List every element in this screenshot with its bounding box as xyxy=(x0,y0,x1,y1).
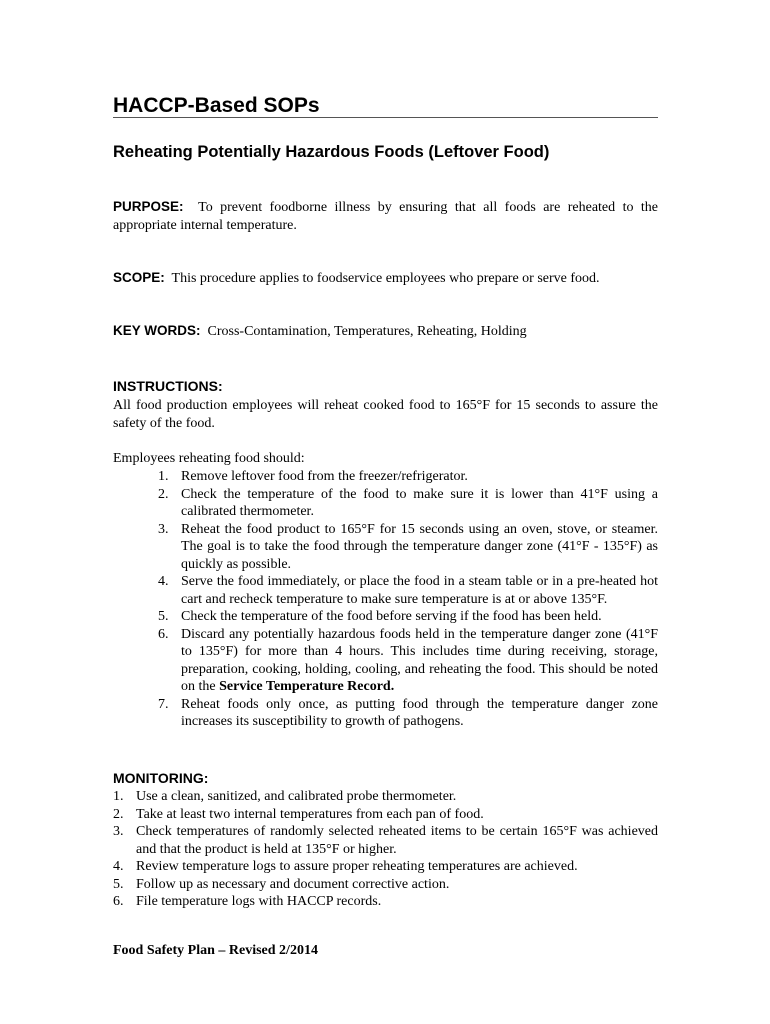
monitoring-heading: MONITORING: xyxy=(113,770,209,786)
monitoring-step-item-text: Review temperature logs to assure proper reheating temperatures are achieved. xyxy=(136,859,578,874)
purpose-paragraph xyxy=(113,198,658,234)
instruction-step-item-number: 7. xyxy=(158,696,169,712)
instruction-step-item-number: 5. xyxy=(158,609,169,624)
monitoring-step-item-text: Follow up as necessary and document corrective action. xyxy=(136,876,450,892)
monitoring-step-item xyxy=(113,893,658,911)
instruction-step-item-text: Check the temperature of the food before serving if the food has been held. xyxy=(181,609,602,624)
monitoring-step-item xyxy=(113,858,658,876)
monitoring-step-item-number: 5. xyxy=(113,876,124,892)
monitoring-step-item-number: 6. xyxy=(113,894,124,909)
document-title: HACCP-Based SOPs xyxy=(113,94,320,117)
instruction-step-item-text: Reheat the food product to 165°F for 15 seconds using an oven, stove, or steamer. The goal is to take the food through the temperature danger zone (41°F - 135°F) as quickly as possible. xyxy=(181,521,658,572)
instruction-step-item xyxy=(113,696,658,731)
monitoring-step-item-text: Check temperatures of randomly selected reheated items to be certain 165°F was achieved and that the product is held at 135°F or higher. xyxy=(136,824,658,857)
document-footer: Food Safety Plan – Revised 2/2014 xyxy=(113,943,318,958)
instruction-step-item-number: 3. xyxy=(158,521,169,537)
monitoring-step-item xyxy=(113,823,658,858)
keywords-paragraph xyxy=(113,322,658,341)
instruction-step-item xyxy=(113,521,658,574)
instructions-heading: INSTRUCTIONS: xyxy=(113,378,223,394)
instruction-step-item-number: 6. xyxy=(158,626,169,642)
instruction-step-item-text: Check the temperature of the food to make sure it is lower than 41°F using a calibrated thermometer. xyxy=(181,486,658,519)
instruction-step-item xyxy=(113,468,658,486)
monitoring-step-item-number: 1. xyxy=(113,789,124,804)
document-subtitle: Reheating Potentially Hazardous Foods (Leftover Food) xyxy=(113,143,550,161)
monitoring-step-item-text: Use a clean, sanitized, and calibrated probe thermometer. xyxy=(136,789,457,804)
instruction-step-item xyxy=(113,608,658,626)
monitoring-step-item-text: Take at least two internal temperatures from each pan of food. xyxy=(136,806,484,822)
monitoring-step-item xyxy=(113,876,658,894)
monitoring-step-item-text: File temperature logs with HACCP records. xyxy=(136,894,382,909)
scope-label: SCOPE: xyxy=(113,270,165,285)
keywords-text: Cross-Contamination, Temperatures, Reheating, Holding xyxy=(207,324,527,339)
instruction-step-item xyxy=(113,626,658,696)
scope-paragraph xyxy=(113,269,658,288)
instruction-step-item-text: Remove leftover food from the freezer/refrigerator. xyxy=(181,469,468,484)
instruction-step-item-emphasis: Service Temperature Record. xyxy=(219,679,395,694)
instruction-step-item-text: Serve the food immediately, or place the food in a steam table or in a pre-heated hot cart and recheck temperature to make sure temperature is at or above 135°F. xyxy=(181,574,658,607)
instructions-lead: Employees reheating food should: xyxy=(113,451,305,466)
purpose-text: To prevent foodborne illness by ensuring that all foods are reheated to the appropriate internal temperature. xyxy=(113,200,659,233)
scope-text: This procedure applies to foodservice employees who prepare or serve food. xyxy=(171,271,600,286)
instruction-step-item-number: 2. xyxy=(158,486,169,502)
instructions-intro: All food production employees will reheat cooked food to 165°F for 15 seconds to assure the safety of the food. xyxy=(113,398,658,431)
instruction-step-item xyxy=(113,573,658,608)
instruction-step-item-text: Discard any potentially hazardous foods held in the temperature danger zone (41°F to 135°F) for more than 4 hours. This includes time during receiving, storage, preparation, cooking, holding, cooling, and reheating the food. This should be noted on the xyxy=(181,626,658,694)
instruction-step-item xyxy=(113,486,658,521)
monitoring-step-item-number: 2. xyxy=(113,806,124,822)
monitoring-step-item xyxy=(113,806,658,824)
instruction-step-item-number: 4. xyxy=(158,574,169,589)
monitoring-step-item-number: 3. xyxy=(113,824,124,839)
instruction-step-item-number: 1. xyxy=(158,469,169,484)
keywords-label: KEY WORDS: xyxy=(113,323,201,338)
monitoring-step-item xyxy=(113,788,658,806)
instructions-list xyxy=(113,468,658,731)
purpose-label: PURPOSE: xyxy=(113,199,184,214)
title-divider xyxy=(113,117,658,118)
monitoring-step-item-number: 4. xyxy=(113,859,124,874)
monitoring-list xyxy=(113,788,658,911)
instruction-step-item-text: Reheat foods only once, as putting food through the temperature danger zone increases its susceptibility to growth of pathogens. xyxy=(181,696,658,729)
